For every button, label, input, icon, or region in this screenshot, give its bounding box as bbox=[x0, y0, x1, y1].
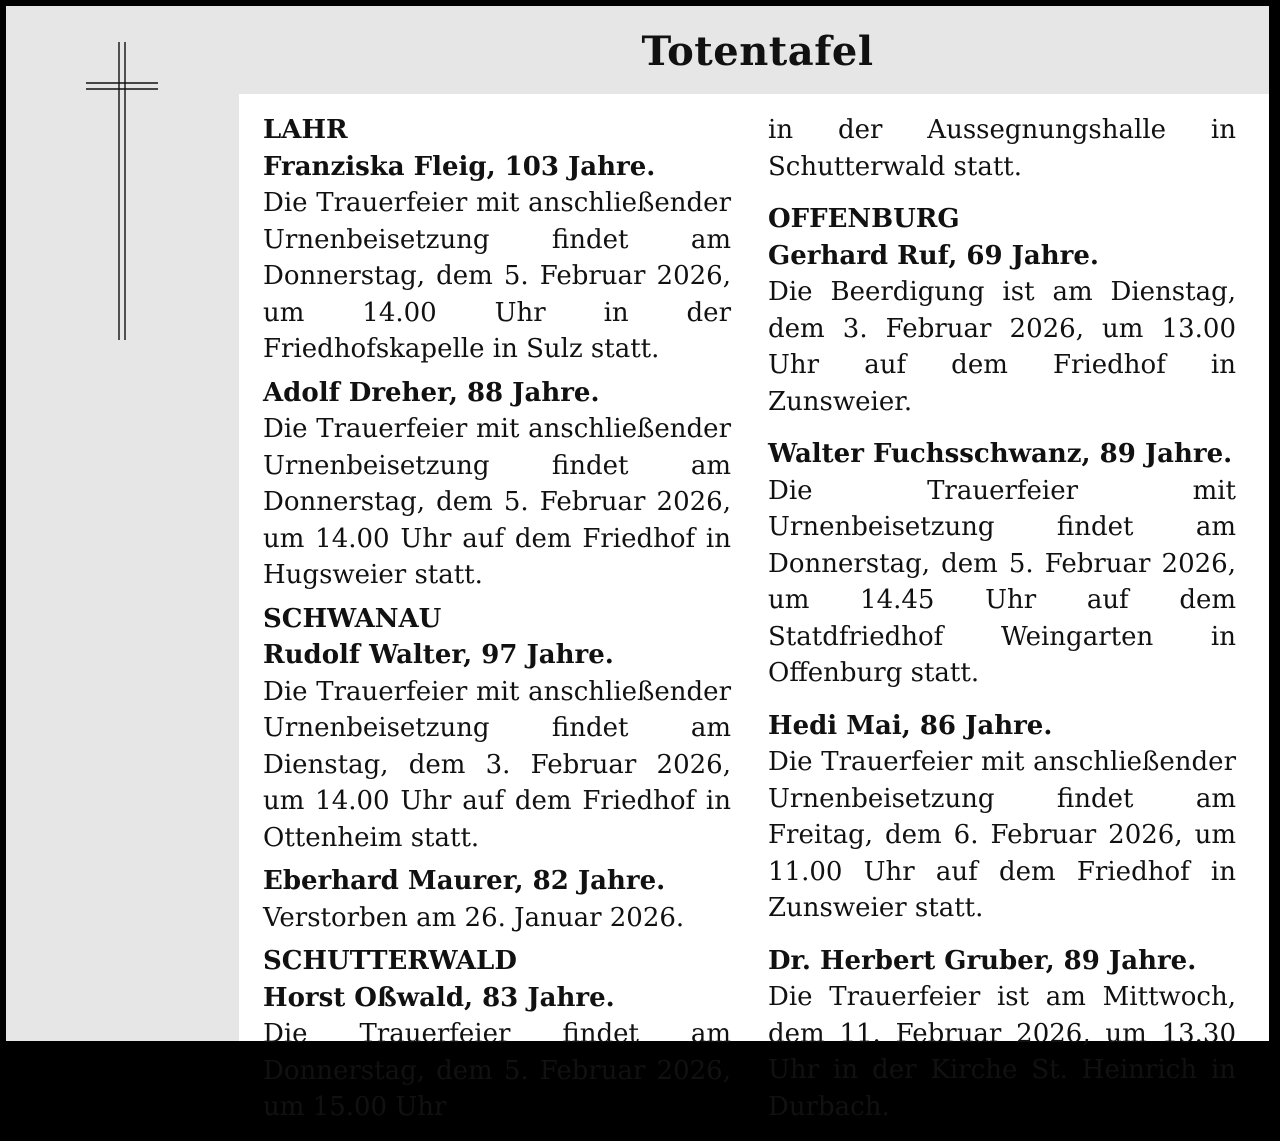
deceased-name: Horst Oßwald, 83 Jahre. bbox=[263, 982, 615, 1013]
obituary-entry bbox=[263, 943, 731, 1126]
obituary-entry bbox=[768, 436, 1236, 692]
ceremony-text: Die Trauerfeier findet am Donnerstag, dem 5. Februar 2026, um 15.00 Uhr bbox=[263, 1019, 731, 1122]
deceased-name: Franziska Fleig, 103 Jahre. bbox=[263, 151, 656, 182]
ceremony-text: Die Trauerfeier mit anschließender Urnenbeisetzung findet am Freitag, dem 6. Februar 2026, um 11.00 Uhr auf dem Friedhof in Zunsweier statt. bbox=[768, 747, 1236, 923]
deceased-name: Hedi Mai, 86 Jahre. bbox=[768, 710, 1053, 741]
right-column bbox=[768, 112, 1236, 1141]
ceremony-text: Die Beerdigung ist am Dienstag, dem 3. Februar 2026, um 13.00 Uhr auf dem Friedhof in Zunsweier. bbox=[768, 277, 1236, 417]
ceremony-text: Die Trauerfeier mit Urnenbeisetzung findet am Donnerstag, dem 5. Februar 2026, um 14.45 Uhr auf dem Statdfriedhof Weingarten in Offenburg statt. bbox=[768, 475, 1236, 688]
obituary-panel bbox=[239, 94, 1269, 1122]
deceased-name: Eberhard Maurer, 82 Jahre. bbox=[263, 866, 666, 896]
ceremony-text: Die Trauerfeier mit anschließender Urnenbeisetzung findet am Donnerstag, dem 5. Februar 2026, um 14.00 Uhr auf dem Friedhof in Hugsweier statt. bbox=[263, 414, 731, 590]
page-title: Totentafel bbox=[641, 28, 874, 75]
town-heading: OFFENBURG bbox=[768, 204, 960, 234]
obituary-entry bbox=[263, 863, 731, 936]
deceased-name: Walter Fuchsschwanz, 89 Jahre. bbox=[768, 439, 1233, 469]
ceremony-text: Die Trauerfeier mit anschließender Urnenbeisetzung findet am Donnerstag, dem 5. Februar 2026, um 14.00 Uhr in der Friedhofskapelle in Sulz statt. bbox=[263, 188, 731, 364]
ceremony-text-continued: in der Aussegnungshalle in Schutterwald statt. bbox=[768, 115, 1236, 182]
town-heading: SCHWANAU bbox=[263, 603, 442, 634]
ceremony-text: Verstorben am 26. Januar 2026. bbox=[263, 902, 685, 933]
ceremony-text: Die Trauerfeier mit anschließender Urnenbeisetzung findet am Dienstag, dem 3. Februar 2026, um 14.00 Uhr auf dem Friedhof in Ottenheim statt. bbox=[263, 676, 731, 853]
obituary-entry bbox=[768, 943, 1236, 1126]
obituary-entry bbox=[768, 201, 1236, 420]
deceased-name: Gerhard Ruf, 69 Jahre. bbox=[768, 240, 1099, 271]
left-column bbox=[263, 112, 731, 1133]
obituary-entry bbox=[768, 708, 1236, 927]
obituary-entry bbox=[263, 375, 731, 594]
cross-icon bbox=[86, 42, 161, 342]
town-heading: LAHR bbox=[263, 115, 348, 145]
ceremony-text: Die Trauerfeier ist am Mittwoch, dem 11. Februar 2026, um 13.30 Uhr in der Kirche St. Heinrich in Durbach. bbox=[768, 982, 1236, 1122]
deceased-name: Rudolf Walter, 97 Jahre. bbox=[263, 640, 614, 670]
obituary-entry bbox=[263, 601, 731, 857]
obituary-entry bbox=[263, 112, 731, 368]
deceased-name: Adolf Dreher, 88 Jahre. bbox=[263, 377, 600, 408]
obituary-board bbox=[6, 6, 1269, 1122]
deceased-name: Dr. Herbert Gruber, 89 Jahre. bbox=[768, 945, 1197, 976]
town-heading: SCHUTTERWALD bbox=[263, 946, 517, 976]
